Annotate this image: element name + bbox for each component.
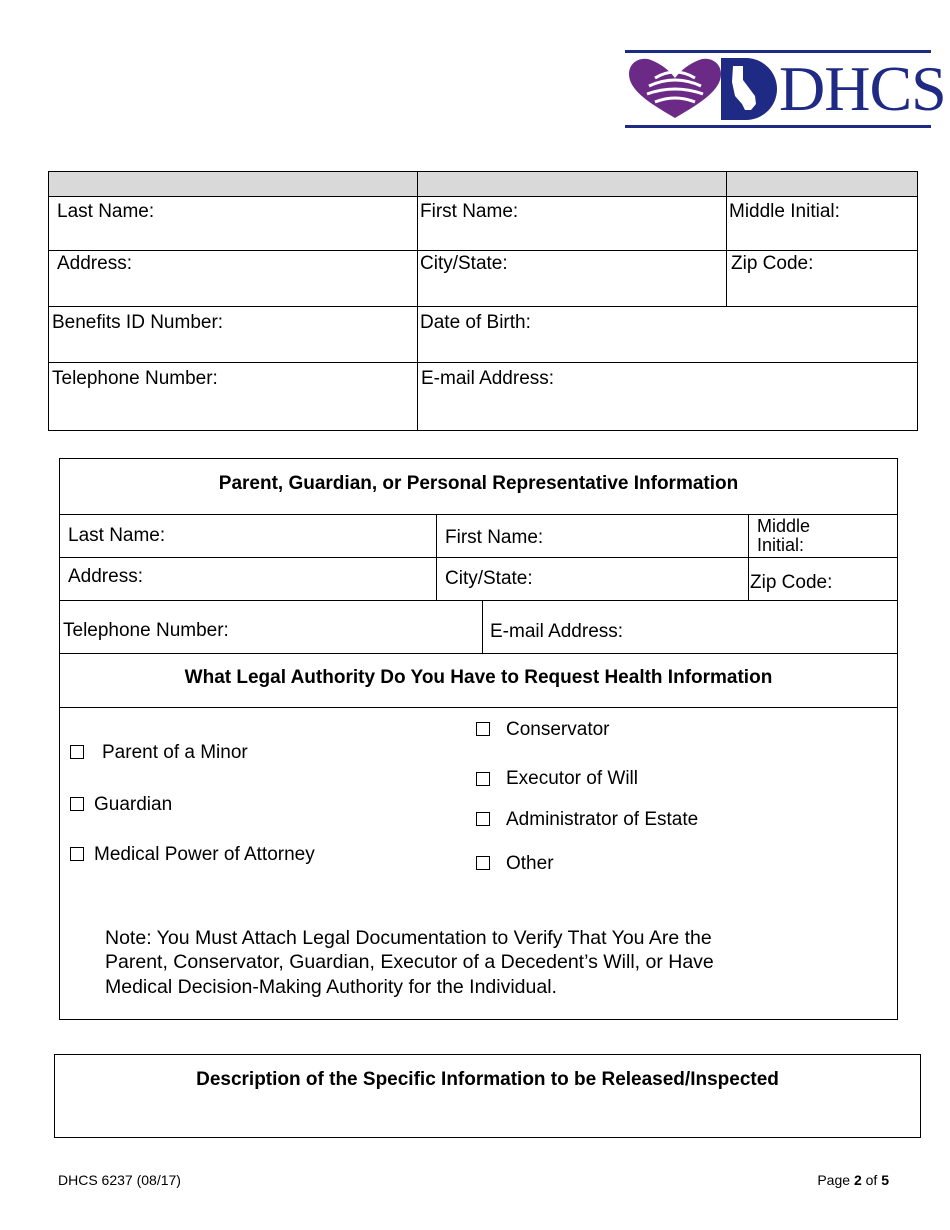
rep-middle-label-line2: Initial:: [757, 535, 805, 555]
rep-address-label: Address:: [68, 566, 143, 587]
authority-note-line3: Medical Decision-Making Authority for the Individual.: [105, 976, 557, 998]
patient-middle-initial-label: Middle Initial:: [729, 201, 840, 222]
page-prefix: Page: [817, 1172, 854, 1188]
checkbox-box[interactable]: [476, 722, 490, 736]
checkbox-label: Conservator: [506, 719, 610, 740]
form-id: DHCS 6237 (08/17): [58, 1172, 181, 1188]
checkbox-box[interactable]: [70, 745, 84, 759]
page-total: 5: [881, 1172, 889, 1188]
page-of: of: [861, 1172, 882, 1188]
authority-note-line2: Parent, Conservator, Guardian, Executor of a Decedent’s Will, or Have: [105, 951, 714, 973]
rep-city-state-label: City/State:: [445, 568, 533, 589]
patient-city-state-label: City/State:: [420, 253, 508, 274]
rep-telephone-label: Telephone Number:: [63, 620, 229, 641]
authority-note-line1: Note: You Must Attach Legal Documentation to Verify That You Are the: [105, 927, 712, 949]
patient-email-label: E-mail Address:: [421, 368, 555, 389]
page-number: [760, 1171, 889, 1189]
authority-title: What Legal Authority Do You Have to Request Health Information: [184, 667, 773, 688]
checkbox-box[interactable]: [476, 772, 490, 786]
description-box[interactable]: [54, 1054, 921, 1138]
representative-title: Parent, Guardian, or Personal Representative Information: [218, 473, 739, 494]
checkbox-label: Guardian: [94, 794, 173, 815]
checkbox-label: Parent of a Minor: [102, 742, 248, 763]
patient-first-name-label: First Name:: [420, 201, 519, 222]
checkbox-box[interactable]: [476, 812, 490, 826]
rep-last-name-label: Last Name:: [68, 525, 166, 546]
checkbox-box[interactable]: [476, 856, 490, 870]
checkbox-box[interactable]: [70, 797, 84, 811]
patient-dob-label: Date of Birth:: [420, 312, 531, 333]
rep-zip-code-label: Zip Code:: [750, 572, 833, 593]
checkbox-label: Executor of Will: [506, 768, 638, 789]
rep-first-name-label: First Name:: [445, 527, 544, 548]
heart-hands-icon: [625, 56, 725, 122]
checkbox-label: Medical Power of Attorney: [94, 844, 315, 865]
patient-zip-code-label: Zip Code:: [731, 253, 814, 274]
patient-benefits-id-label: Benefits ID Number:: [52, 312, 224, 333]
patient-telephone-label: Telephone Number:: [52, 368, 218, 389]
checkbox-label: Administrator of Estate: [506, 809, 699, 830]
checkbox-label: Other: [506, 853, 554, 874]
patient-table-header-band: [48, 171, 918, 196]
rep-middle-label-line1: Middle: [757, 516, 811, 536]
rep-email-label: E-mail Address:: [490, 621, 624, 642]
description-title: Description of the Specific Information to be Released/Inspected: [196, 1069, 779, 1090]
patient-address-label: Address:: [57, 253, 132, 274]
patient-last-name-label: Last Name:: [57, 201, 155, 222]
california-icon: [729, 64, 759, 114]
page-current: 2: [853, 1172, 862, 1188]
dhcs-logo-text: DHCS: [779, 53, 946, 124]
dhcs-logo: [625, 50, 946, 128]
checkbox-box[interactable]: [70, 847, 84, 861]
